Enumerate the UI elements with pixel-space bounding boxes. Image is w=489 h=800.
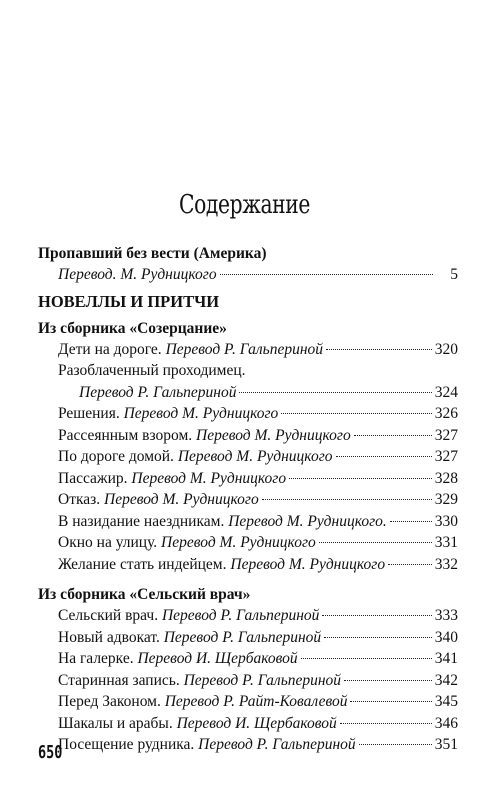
leader-dots	[350, 701, 431, 702]
entry-translator: Перевод М. Рудницкого	[123, 405, 279, 422]
leader-dots	[359, 744, 432, 745]
entry-translator: Перевод М. Рудницкого	[196, 426, 351, 444]
leader-dots	[326, 349, 432, 350]
intro-heading: Пропавший без вести (Америка)	[38, 245, 267, 262]
entry-translator: Перевод М. Рудницкого.	[228, 512, 387, 530]
entry-title: Старинная запись.	[58, 671, 180, 689]
leader-dots	[239, 392, 431, 393]
leader-dots	[262, 499, 432, 500]
entry-title: Перед Законом.	[58, 693, 161, 710]
entry-page: 330	[434, 512, 458, 530]
toc-entry[interactable]	[38, 627, 458, 649]
toc-entry[interactable]	[38, 554, 458, 576]
toc-entry[interactable]	[38, 670, 458, 692]
entry-translator: Перевод М. Рудницкого	[161, 534, 316, 551]
entry-translator: Перевод И. Щербаковой	[176, 714, 337, 732]
toc-entry[interactable]	[38, 339, 458, 361]
leader-dots	[340, 723, 432, 724]
entry-title: Сельский врач.	[58, 607, 159, 624]
entry-title: Пассажир.	[58, 469, 128, 487]
entry-page: 324	[434, 383, 458, 401]
entry-page: 340	[434, 628, 458, 646]
entry-translator: Перевод М. Рудницкого	[177, 448, 333, 465]
entry-title: Новый адвокат.	[58, 628, 160, 646]
entry-title: Посещение рудника.	[58, 736, 195, 753]
toc-entry[interactable]	[38, 264, 458, 286]
toc-entry[interactable]	[38, 734, 458, 756]
leader-dots	[281, 413, 431, 414]
entry-title: В назидание наездникам.	[58, 512, 225, 530]
table-of-contents	[38, 243, 458, 756]
leader-dots	[319, 542, 432, 543]
entry-page: 341	[434, 650, 458, 667]
leader-dots	[220, 274, 433, 275]
entry-title: По дороге домой.	[58, 448, 174, 465]
toc-entry[interactable]	[38, 532, 458, 554]
page-number: 650	[38, 742, 63, 763]
toc-entry[interactable]	[38, 382, 458, 404]
page-title: Содержание	[178, 190, 311, 220]
entry-translator: Перевод Р. Гальпериной	[198, 736, 356, 753]
entry-title: Отказ.	[58, 491, 101, 508]
toc-entry[interactable]	[38, 648, 458, 670]
entry-translator: Перевод Р. Гальпериной	[163, 628, 322, 646]
toc-entry[interactable]	[38, 713, 458, 735]
section-heading: НОВЕЛЛЫ И ПРИТЧИ	[38, 291, 220, 311]
entry-page: 320	[434, 340, 458, 358]
entry-page: 327	[434, 448, 458, 465]
toc-entry[interactable]	[38, 468, 458, 490]
collections	[38, 318, 458, 756]
collection-heading: Из сборника «Сельский врач»	[38, 586, 251, 603]
leader-dots	[301, 658, 432, 659]
entry-page: 332	[434, 555, 458, 573]
entry-page: 5	[450, 266, 458, 283]
toc-entry[interactable]	[38, 403, 458, 425]
toc-entry[interactable]	[38, 489, 458, 511]
toc-entry[interactable]	[38, 446, 458, 468]
leader-dots	[344, 680, 432, 681]
entry-translator: Перевод Р. Гальпериной	[79, 383, 237, 401]
entry-translator: Перевод Р. Райт-Ковалевой	[164, 693, 348, 710]
entry-translator: Перевод Р. Гальпериной	[161, 607, 320, 624]
collection-heading: Из сборника «Созерцание»	[38, 319, 227, 337]
entry-page: 328	[434, 469, 458, 487]
entry-title: На галерке.	[58, 650, 134, 667]
entry-translator: Перевод Р. Гальпериной	[165, 340, 324, 358]
entry-page: 329	[434, 491, 458, 508]
leader-dots	[336, 456, 432, 457]
entry-page: 346	[434, 714, 458, 732]
entry-page: 345	[434, 693, 458, 710]
entry-page: 327	[434, 426, 458, 444]
entry-page: 351	[434, 736, 458, 753]
entry-title: Рассеянным взором.	[58, 426, 193, 444]
entry-translator: Перевод М. Рудницкого	[104, 491, 259, 508]
leader-dots	[354, 435, 432, 436]
entry-page: 331	[434, 534, 458, 551]
entry-translator: Перевод. М. Рудницкого	[58, 266, 217, 283]
entry-page: 326	[434, 405, 458, 422]
entry-title: Желание стать индейцем.	[58, 555, 227, 573]
leader-dots	[390, 521, 432, 522]
entry-translator: Перевод И. Щербаковой	[137, 650, 298, 667]
leader-dots	[324, 637, 432, 638]
leader-dots	[322, 615, 431, 616]
entry-translator: Перевод М. Рудницкого	[131, 469, 287, 487]
toc-entry[interactable]	[38, 605, 458, 627]
toc-entry[interactable]	[38, 511, 458, 533]
entry-page: 333	[434, 607, 458, 624]
entry-title: Окно на улицу.	[58, 534, 158, 551]
entry-title: Решения.	[58, 405, 120, 422]
entry-translator: Перевод Р. Гальпериной	[183, 671, 342, 689]
entry-title: Дети на дороге.	[58, 340, 162, 358]
entry-page: 342	[434, 671, 458, 689]
toc-entry[interactable]	[38, 360, 458, 382]
entry-title: Разоблаченный проходимец.	[58, 362, 246, 379]
entry-title: Шакалы и арабы.	[58, 714, 173, 732]
toc-entry[interactable]	[38, 425, 458, 447]
entry-translator: Перевод М. Рудницкого	[230, 555, 386, 573]
leader-dots	[289, 478, 432, 479]
leader-dots	[388, 564, 432, 565]
toc-entry[interactable]	[38, 691, 458, 713]
